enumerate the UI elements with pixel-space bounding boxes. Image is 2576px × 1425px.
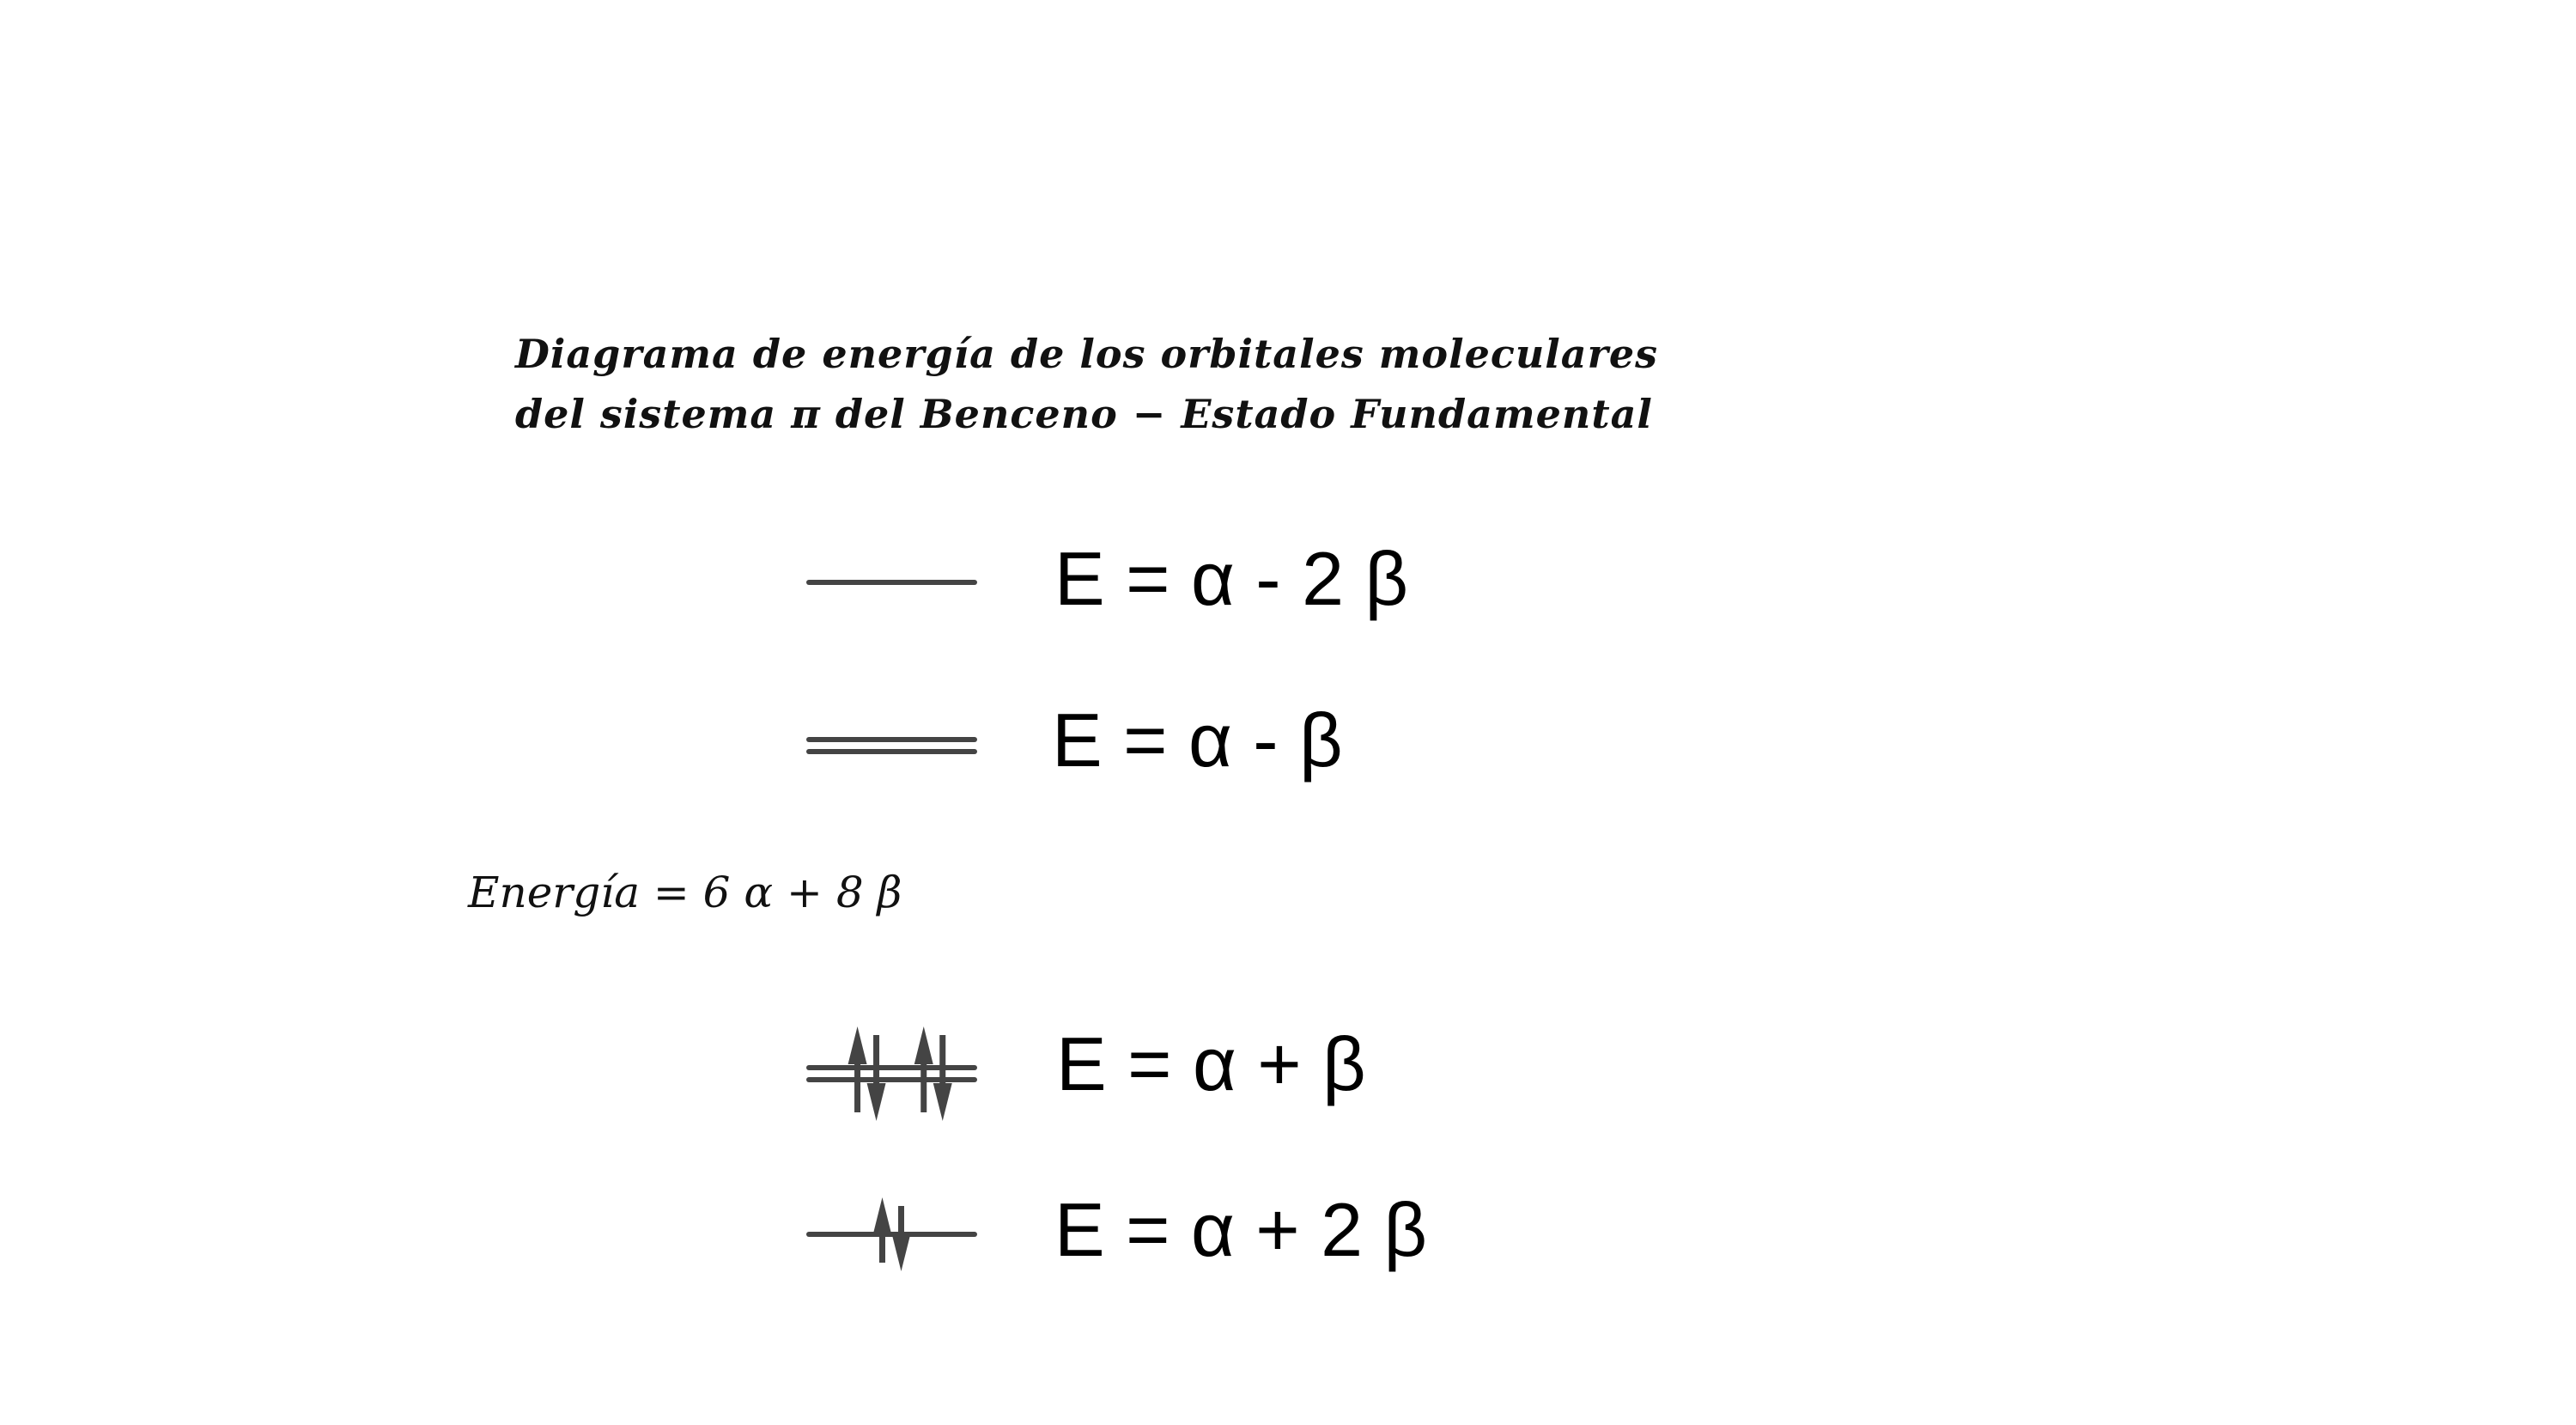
diagram-title-line-1: Diagrama de energía de los orbitales moleculares [515, 331, 1658, 377]
electron-pair-level-3-down-arrow [892, 1206, 911, 1271]
level-label-bonding-1: E = α + β [1056, 1021, 1366, 1106]
level-label-antibonding-2: E = α - 2 β [1054, 536, 1409, 621]
diagram-title-line-2: del sistema π del Benceno − Estado Fundamental [515, 391, 1653, 437]
electron-pair-level-3-up-arrow [873, 1197, 892, 1263]
level-label-antibonding-1: E = α - β [1052, 697, 1343, 783]
level-label-bonding-2: E = α + 2 β [1054, 1187, 1428, 1272]
total-energy: Energía = 6 α + 8 β [468, 868, 902, 917]
